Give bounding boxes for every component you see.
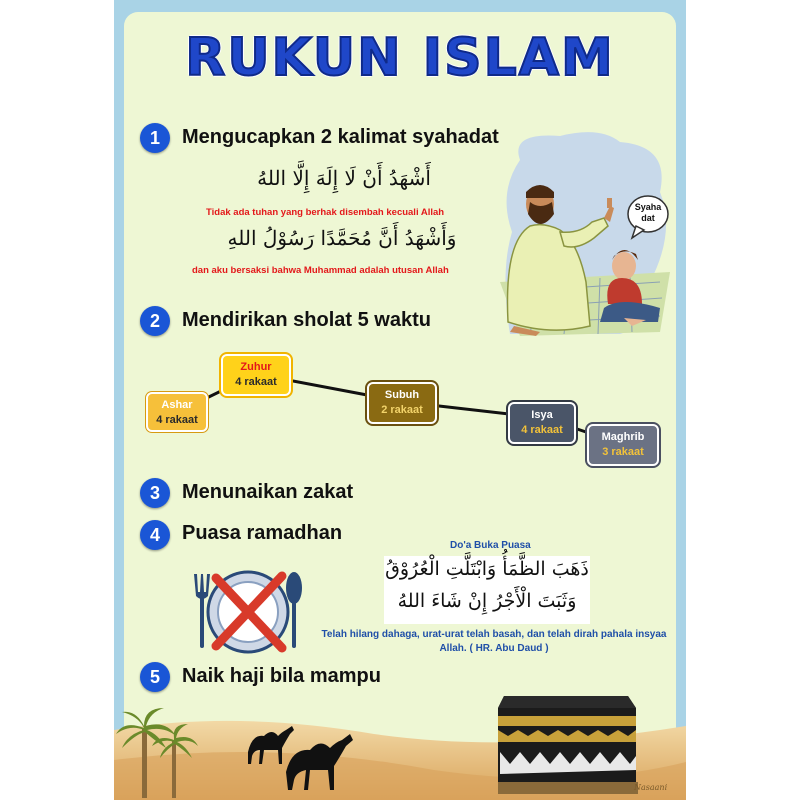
prayer-name: Maghrib xyxy=(601,431,645,443)
poster xyxy=(114,0,686,800)
step-5-label: Naik haji bila mampu xyxy=(182,665,381,687)
step-1-number: 1 xyxy=(140,123,170,153)
doa-arabic-2: وَثَبَتَ الْأَجْرُ إِنْ شَاءَ اللهُ xyxy=(397,590,577,612)
step-4-label: Puasa ramadhan xyxy=(182,522,343,544)
syahadat-translation-2: dan aku bersaksi bahwa Muhammad adalah utusan Allah xyxy=(192,265,449,276)
prayer-rakaat: 4 rakaat xyxy=(235,376,277,388)
doa-title: Do'a Buka Puasa xyxy=(450,540,531,551)
prayer-rakaat: 2 rakaat xyxy=(381,404,423,416)
prayer-box-ashar xyxy=(146,392,208,432)
syahadat-arabic-1: أَشْهَدُ أَنْ لَا إِلَهَ إِلَّا اللهُ xyxy=(257,166,431,190)
step-5-number: 5 xyxy=(140,662,170,692)
step-3-number: 3 xyxy=(140,478,170,508)
step-2-number: 2 xyxy=(140,306,170,336)
syahadat-translation-1: Tidak ada tuhan yang berhak disembah kecuali Allah xyxy=(206,207,445,218)
step-4-number: 4 xyxy=(140,520,170,550)
prayer-rakaat: 4 rakaat xyxy=(521,424,563,436)
prayer-box-zuhur xyxy=(221,354,291,396)
doa-arabic-1: ذَهَبَ الظَّمَأُ وَابْتَلَّتِ الْعُرُوْقُ xyxy=(385,558,589,580)
step-3-label: Menunaikan zakat xyxy=(182,481,354,503)
prayer-box-isya xyxy=(508,402,576,444)
speech-bubble-line1: Syaha xyxy=(634,202,662,212)
speech-bubble-line2: dat xyxy=(641,213,655,223)
artist-signature: Nasaani xyxy=(634,783,668,792)
step-2-label: Mendirikan sholat 5 waktu xyxy=(182,309,431,331)
doa-translation: Telah hilang dahaga, urat-urat telah basah, dan telah dirah pahala insyaa Allah. ( HR. Abu Daud ) xyxy=(321,629,667,654)
prayer-name: Subuh xyxy=(384,389,420,401)
fasting-plate-icon xyxy=(190,566,306,656)
prayer-rakaat: 3 rakaat xyxy=(602,446,644,458)
poster-title: RUKUN ISLAM xyxy=(185,28,615,88)
prayer-name: Ashar xyxy=(161,399,193,411)
prayer-rakaat: 4 rakaat xyxy=(156,414,198,426)
kaaba xyxy=(498,696,638,794)
step-1-label: Mengucapkan 2 kalimat syahadat xyxy=(182,126,499,148)
syahadat-arabic-2: وَأَشْهَدُ أَنَّ مُحَمَّدًا رَسُوْلُ اللهِ xyxy=(227,226,457,250)
prayer-box-subuh xyxy=(367,382,437,424)
prayer-name: Zuhur xyxy=(240,361,272,373)
desert-scene xyxy=(114,690,686,800)
prayer-box-maghrib xyxy=(587,424,659,466)
prayer-name: Isya xyxy=(531,409,553,421)
